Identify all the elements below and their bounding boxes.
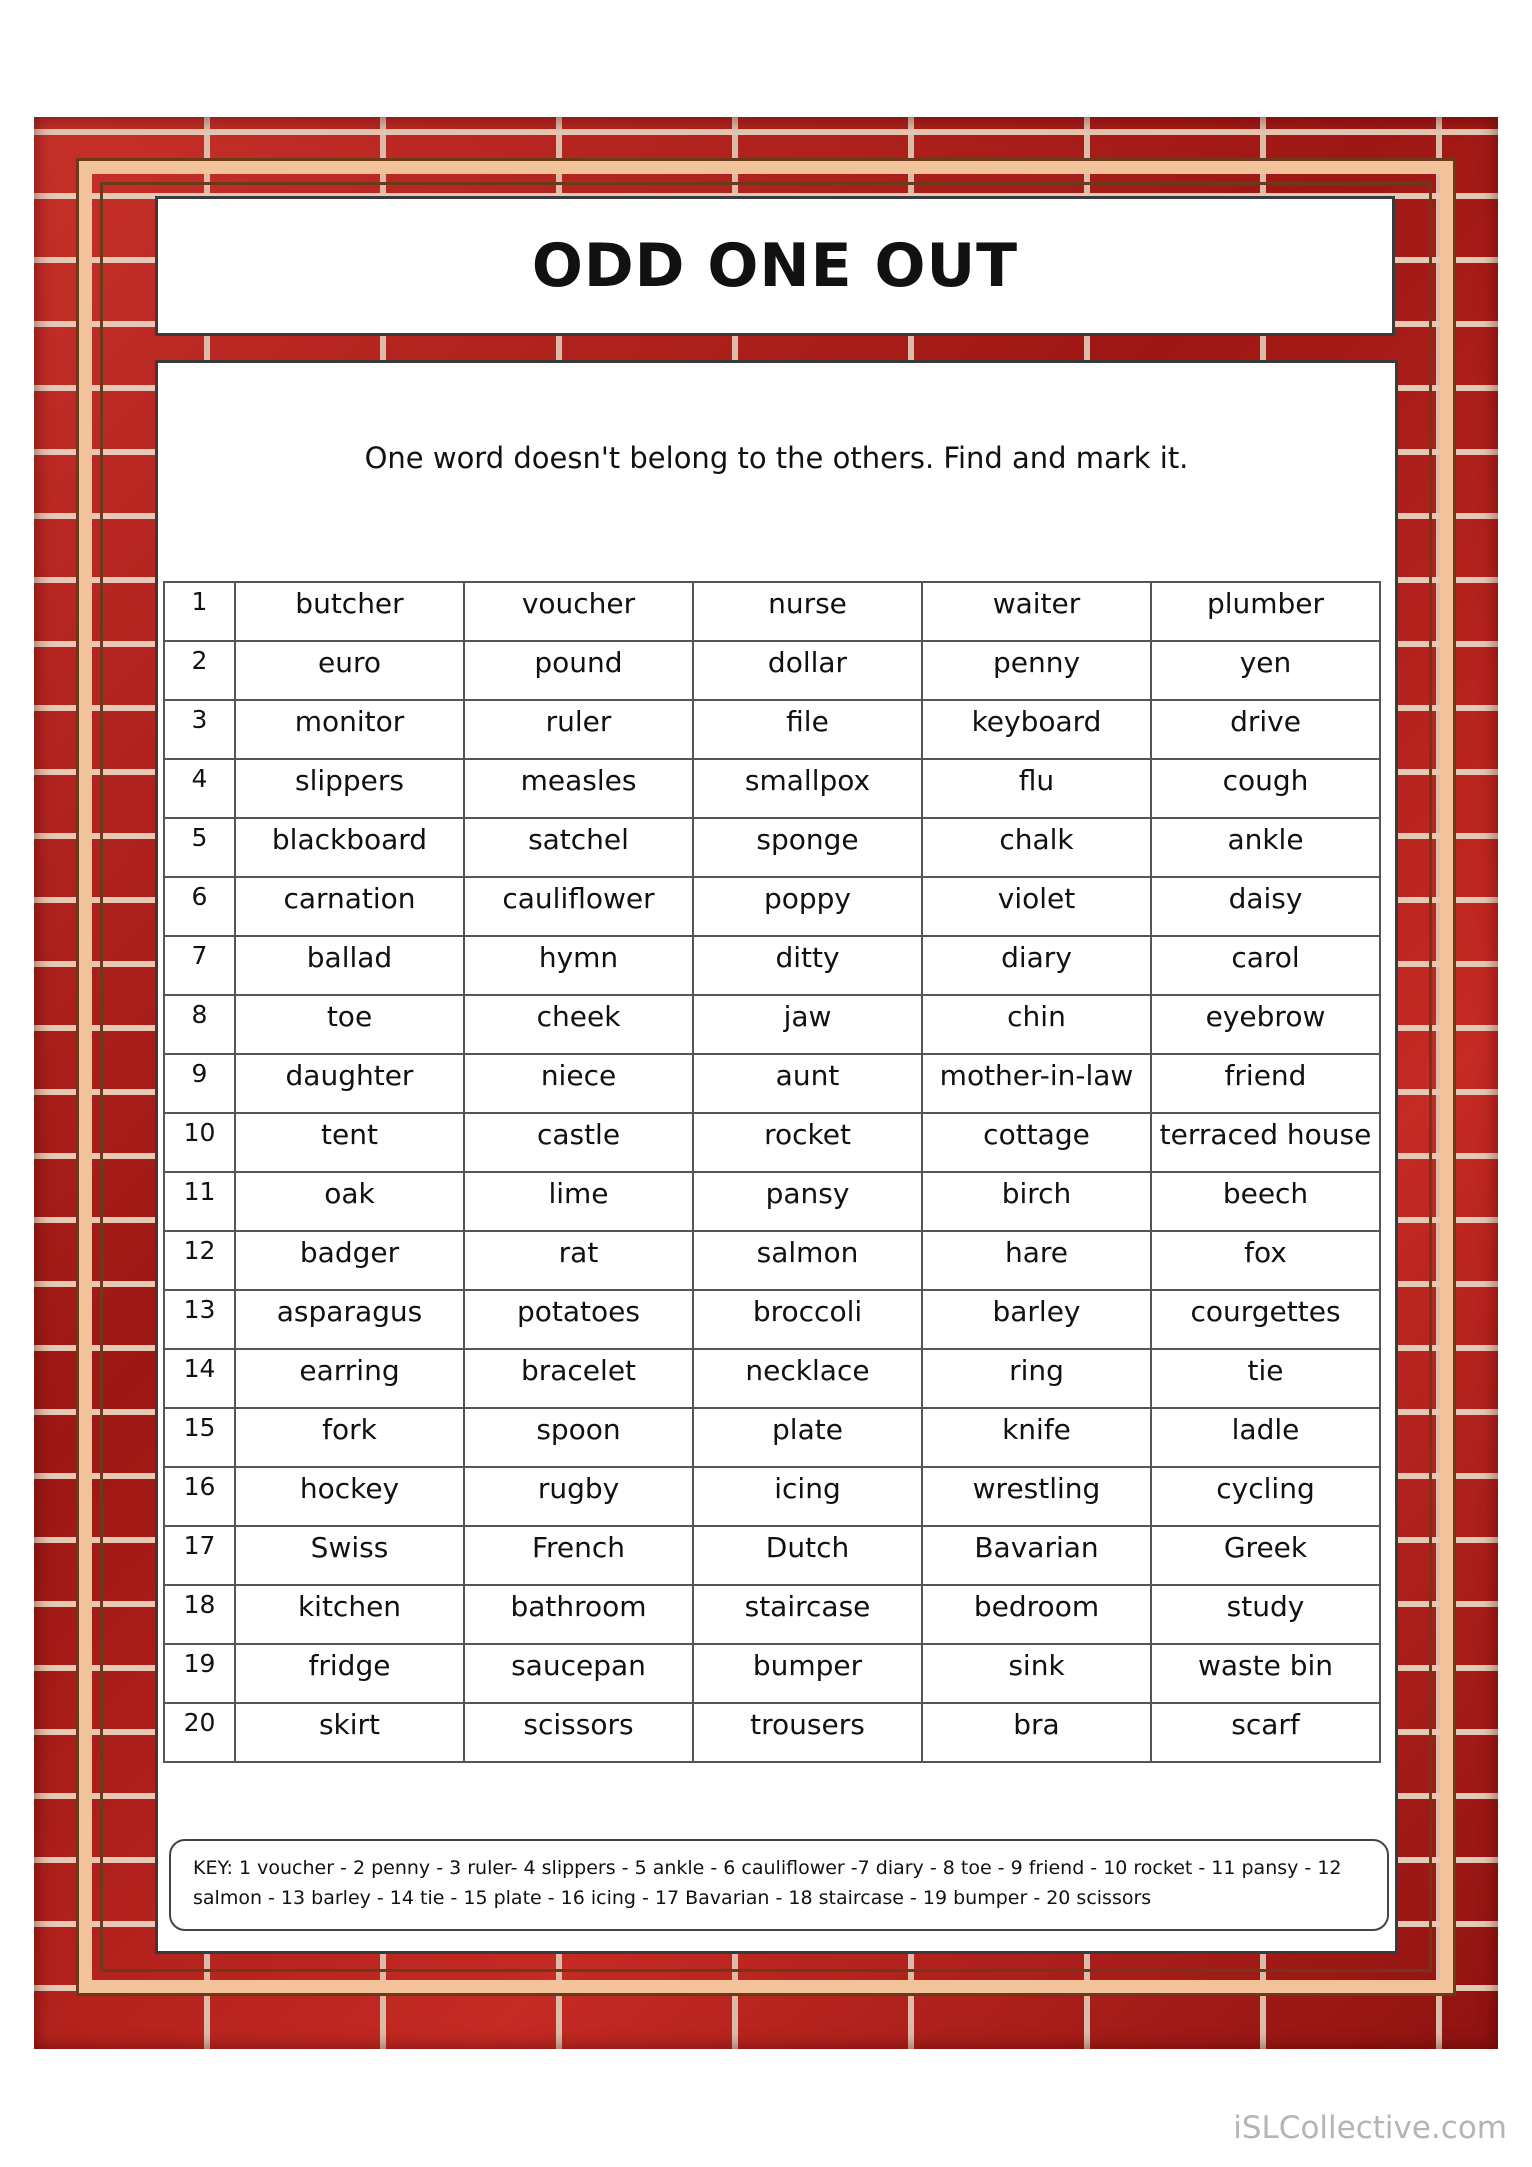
row-number: 15 [164, 1408, 235, 1467]
word-cell[interactable]: lime [464, 1172, 693, 1231]
word-cell[interactable]: hockey [235, 1467, 464, 1526]
word-cell[interactable]: ankle [1151, 818, 1380, 877]
word-cell[interactable]: ruler [464, 700, 693, 759]
row-number: 3 [164, 700, 235, 759]
word-cell[interactable]: barley [922, 1290, 1151, 1349]
table-row [164, 1526, 1380, 1585]
word-cell[interactable]: cycling [1151, 1467, 1380, 1526]
word-cell[interactable]: study [1151, 1585, 1380, 1644]
table-row [164, 1172, 1380, 1231]
word-cell[interactable]: satchel [464, 818, 693, 877]
word-cell[interactable]: potatoes [464, 1290, 693, 1349]
word-cell[interactable]: Greek [1151, 1526, 1380, 1585]
row-number: 1 [164, 582, 235, 641]
word-cell[interactable]: penny [922, 641, 1151, 700]
word-cell[interactable]: pansy [693, 1172, 922, 1231]
word-cell[interactable]: Bavarian [922, 1526, 1151, 1585]
table-row [164, 582, 1380, 641]
table-row [164, 1349, 1380, 1408]
table-row [164, 1467, 1380, 1526]
word-cell[interactable]: mother-in-law [922, 1054, 1151, 1113]
word-cell[interactable]: hare [922, 1231, 1151, 1290]
word-cell[interactable]: blackboard [235, 818, 464, 877]
word-cell[interactable]: sponge [693, 818, 922, 877]
word-cell[interactable]: bracelet [464, 1349, 693, 1408]
word-cell[interactable]: aunt [693, 1054, 922, 1113]
word-cell[interactable]: slippers [235, 759, 464, 818]
word-cell[interactable]: staircase [693, 1585, 922, 1644]
word-cell[interactable]: flu [922, 759, 1151, 818]
row-number: 12 [164, 1231, 235, 1290]
word-cell[interactable]: badger [235, 1231, 464, 1290]
row-number: 6 [164, 877, 235, 936]
word-cell[interactable]: Dutch [693, 1526, 922, 1585]
word-cell[interactable]: fox [1151, 1231, 1380, 1290]
row-number: 8 [164, 995, 235, 1054]
word-cell[interactable]: bra [922, 1703, 1151, 1762]
word-cell[interactable]: carol [1151, 936, 1380, 995]
word-cell[interactable]: waste bin [1151, 1644, 1380, 1703]
row-number: 10 [164, 1113, 235, 1172]
word-cell[interactable]: Swiss [235, 1526, 464, 1585]
table-row [164, 818, 1380, 877]
row-number: 2 [164, 641, 235, 700]
word-cell[interactable]: violet [922, 877, 1151, 936]
word-table [163, 581, 1381, 1763]
word-cell[interactable]: plate [693, 1408, 922, 1467]
word-cell[interactable]: fork [235, 1408, 464, 1467]
word-cell[interactable]: bumper [693, 1644, 922, 1703]
word-cell[interactable]: necklace [693, 1349, 922, 1408]
word-cell[interactable]: friend [1151, 1054, 1380, 1113]
word-cell[interactable]: kitchen [235, 1585, 464, 1644]
table-row [164, 1408, 1380, 1467]
word-cell[interactable]: rat [464, 1231, 693, 1290]
word-cell[interactable]: cauliflower [464, 877, 693, 936]
table-row [164, 936, 1380, 995]
word-cell[interactable]: knife [922, 1408, 1151, 1467]
word-cell[interactable]: ladle [1151, 1408, 1380, 1467]
answer-key: KEY: 1 voucher - 2 penny - 3 ruler- 4 slippers - 5 ankle - 6 cauliflower -7 diary - 8 toe - 9 friend - 10 rocket - 11 pansy - 12 salmon - 13 barley - 14 tie - 15 plate - 16 icing - 17 Bavarian - 18 staircase - 19 bumper - 20 scissors [169, 1839, 1389, 1931]
word-cell[interactable]: measles [464, 759, 693, 818]
word-cell[interactable]: bathroom [464, 1585, 693, 1644]
word-cell[interactable]: waiter [922, 582, 1151, 641]
word-cell[interactable]: tie [1151, 1349, 1380, 1408]
word-cell[interactable]: smallpox [693, 759, 922, 818]
word-cell[interactable]: rocket [693, 1113, 922, 1172]
word-cell[interactable]: diary [922, 936, 1151, 995]
row-number: 7 [164, 936, 235, 995]
table-row [164, 759, 1380, 818]
table-row [164, 1644, 1380, 1703]
word-cell[interactable]: toe [235, 995, 464, 1054]
watermark: iSLCollective.com [1233, 2110, 1507, 2146]
word-cell[interactable]: fridge [235, 1644, 464, 1703]
word-cell[interactable]: wrestling [922, 1467, 1151, 1526]
word-cell[interactable]: terraced house [1151, 1113, 1380, 1172]
word-cell[interactable]: butcher [235, 582, 464, 641]
table-row [164, 641, 1380, 700]
table-row [164, 1703, 1380, 1762]
word-cell[interactable]: skirt [235, 1703, 464, 1762]
table-row [164, 1585, 1380, 1644]
table-row [164, 1290, 1380, 1349]
table-row [164, 1054, 1380, 1113]
row-number: 20 [164, 1703, 235, 1762]
word-cell[interactable]: ditty [693, 936, 922, 995]
word-cell[interactable]: plumber [1151, 582, 1380, 641]
word-cell[interactable]: sink [922, 1644, 1151, 1703]
word-cell[interactable]: voucher [464, 582, 693, 641]
row-number: 16 [164, 1467, 235, 1526]
word-cell[interactable]: saucepan [464, 1644, 693, 1703]
word-cell[interactable]: chin [922, 995, 1151, 1054]
word-cell[interactable]: scissors [464, 1703, 693, 1762]
word-cell[interactable]: courgettes [1151, 1290, 1380, 1349]
word-cell[interactable]: hymn [464, 936, 693, 995]
word-cell[interactable]: cheek [464, 995, 693, 1054]
row-number: 4 [164, 759, 235, 818]
row-number: 5 [164, 818, 235, 877]
word-cell[interactable]: keyboard [922, 700, 1151, 759]
word-cell[interactable]: chalk [922, 818, 1151, 877]
row-number: 17 [164, 1526, 235, 1585]
word-cell[interactable]: beech [1151, 1172, 1380, 1231]
word-cell[interactable]: carnation [235, 877, 464, 936]
page-title: ODD ONE OUT [531, 231, 1019, 301]
word-cell[interactable]: eyebrow [1151, 995, 1380, 1054]
table-row [164, 877, 1380, 936]
word-cell[interactable]: scarf [1151, 1703, 1380, 1762]
word-cell[interactable]: niece [464, 1054, 693, 1113]
word-cell[interactable]: salmon [693, 1231, 922, 1290]
word-cell[interactable]: icing [693, 1467, 922, 1526]
word-cell[interactable]: daisy [1151, 877, 1380, 936]
word-cell[interactable]: tent [235, 1113, 464, 1172]
word-cell[interactable]: poppy [693, 877, 922, 936]
word-cell[interactable]: asparagus [235, 1290, 464, 1349]
word-cell[interactable]: jaw [693, 995, 922, 1054]
word-cell[interactable]: trousers [693, 1703, 922, 1762]
row-number: 19 [164, 1644, 235, 1703]
table-row [164, 1113, 1380, 1172]
word-cell[interactable]: birch [922, 1172, 1151, 1231]
word-cell[interactable]: ballad [235, 936, 464, 995]
word-cell[interactable]: dollar [693, 641, 922, 700]
instruction-text: One word doesn't belong to the others. Find and mark it. [364, 441, 1189, 475]
word-cell[interactable]: file [693, 700, 922, 759]
word-cell[interactable]: earring [235, 1349, 464, 1408]
row-number: 13 [164, 1290, 235, 1349]
row-number: 18 [164, 1585, 235, 1644]
row-number: 14 [164, 1349, 235, 1408]
row-number: 11 [164, 1172, 235, 1231]
word-cell[interactable]: French [464, 1526, 693, 1585]
word-cell[interactable]: oak [235, 1172, 464, 1231]
word-cell[interactable]: euro [235, 641, 464, 700]
word-cell[interactable]: nurse [693, 582, 922, 641]
row-number: 9 [164, 1054, 235, 1113]
table-row [164, 700, 1380, 759]
word-cell[interactable]: castle [464, 1113, 693, 1172]
word-cell[interactable]: cottage [922, 1113, 1151, 1172]
word-cell[interactable]: pound [464, 641, 693, 700]
word-cell[interactable]: spoon [464, 1408, 693, 1467]
table-row [164, 1231, 1380, 1290]
word-cell[interactable]: daughter [235, 1054, 464, 1113]
word-cell[interactable]: drive [1151, 700, 1380, 759]
table-row [164, 995, 1380, 1054]
word-cell[interactable]: broccoli [693, 1290, 922, 1349]
word-cell[interactable]: monitor [235, 700, 464, 759]
word-cell[interactable]: yen [1151, 641, 1380, 700]
content-box [155, 360, 1398, 1954]
word-cell[interactable]: rugby [464, 1467, 693, 1526]
word-cell[interactable]: bedroom [922, 1585, 1151, 1644]
title-box [155, 196, 1395, 336]
word-cell[interactable]: cough [1151, 759, 1380, 818]
word-cell[interactable]: ring [922, 1349, 1151, 1408]
